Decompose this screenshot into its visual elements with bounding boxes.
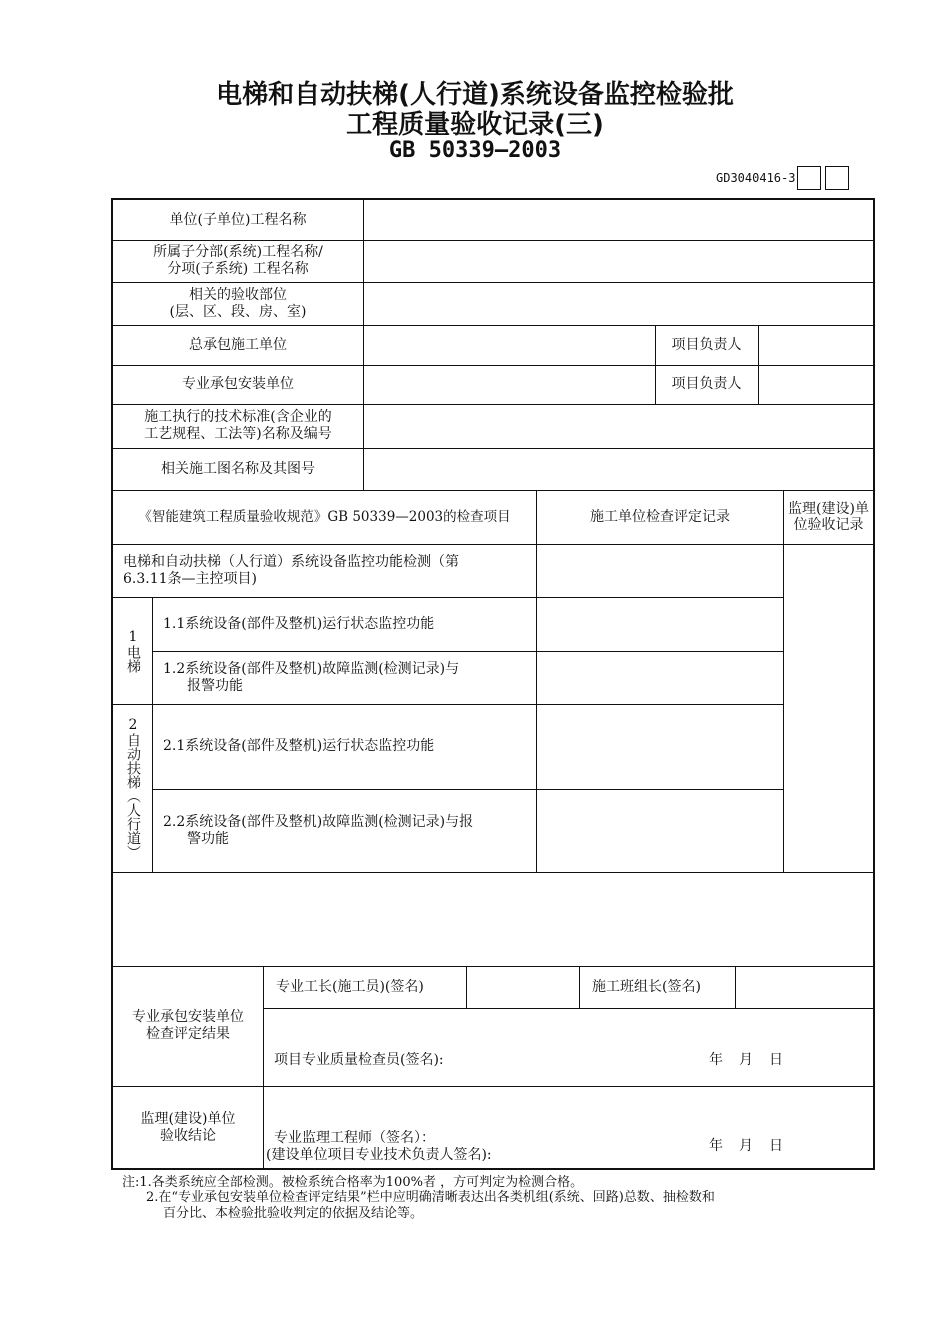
form-title-line2: 工程质量验收记录(三): [346, 110, 604, 140]
drawing-label: 相关施工图名称及其图号: [161, 460, 315, 477]
item-1-1: 1.1系统设备(部件及整机)运行状态监控功能: [163, 615, 435, 632]
technical-standard-label-line1: 施工执行的技术标准(含企业的: [144, 409, 332, 425]
unit-name-label: 单位(子单位)工程名称: [169, 211, 307, 228]
contractor-result-label-line2: 检查评定结果: [146, 1026, 230, 1042]
remarks-blank-area[interactable]: [113, 872, 873, 966]
technical-standard-label: [113, 404, 363, 448]
drawing-field[interactable]: [364, 448, 873, 490]
subdivision-label: [113, 240, 363, 282]
form-code-box-1[interactable]: [797, 166, 821, 190]
note-2-line2: 百分比、本检验批验收判定的依据及结论等。: [163, 1206, 424, 1221]
record-table: [111, 198, 875, 1170]
item-2-2: [153, 789, 536, 872]
main-item-line1: 电梯和自动扶梯（人行道）系统设备监控功能检测（第: [123, 553, 459, 570]
group-escalator-label: 2自动扶梯︵人行道︶: [125, 717, 141, 859]
item-1-2-record-field[interactable]: [537, 651, 783, 704]
item-1-2: [153, 651, 536, 704]
item-2-2-record-field[interactable]: [537, 789, 783, 872]
contractor-result-label: [113, 966, 263, 1086]
form-code: [716, 166, 849, 190]
supervisor-signature-label: [266, 1130, 594, 1164]
supervisor-label-line1: 专业监理工程师（签名）：: [274, 1130, 435, 1146]
item-1-2-line2: 报警功能: [187, 677, 243, 694]
form-title-line1: 电梯和自动扶梯(人行道)系统设备监控检验批: [216, 80, 734, 110]
supervision-record-field[interactable]: [784, 544, 873, 872]
construction-record-header: 施工单位检查评定记录: [590, 508, 730, 525]
specialist-contractor-label: 专业承包安装单位: [182, 376, 294, 392]
form-code-box-2[interactable]: [825, 166, 849, 190]
team-leader-signature-field[interactable]: [736, 966, 873, 1008]
group-elevator-label: 1电梯: [125, 628, 141, 673]
subdivision-field[interactable]: [364, 240, 873, 282]
general-contractor-label: 总承包施工单位: [189, 336, 287, 353]
inspection-part-label-line1: 相关的验收部位: [189, 286, 287, 303]
inspection-part-label: [113, 282, 363, 325]
form-code-text: GD3040416-3: [716, 171, 796, 185]
item-2-2-line2: 警功能: [187, 830, 229, 847]
project-manager-field-1[interactable]: [759, 325, 873, 365]
supervision-conclusion-label: [113, 1086, 263, 1170]
date-2[interactable]: 年 月 日: [709, 1137, 784, 1154]
technical-standard-field[interactable]: [364, 404, 873, 448]
supervision-conclusion-label-line1: 监理(建设)单位: [140, 1111, 236, 1127]
contractor-result-label-line1: 专业承包安装单位: [132, 1009, 244, 1025]
project-manager-label-1: 项目负责人: [671, 336, 742, 353]
note-2-line1: 2.在“专业承包安装单位检查评定结果”栏中应明确清晰表达出各类机组(系统、回路)总数、抽检数和: [146, 1190, 715, 1205]
item-1-2-line1: 1.2系统设备(部件及整机)故障监测(检测记录)与: [163, 660, 460, 677]
item-2-2-line1: 2.2系统设备(部件及整机)故障监测(检测记录)与报: [163, 813, 474, 830]
main-item-record-field[interactable]: [537, 544, 783, 597]
note-1: 注:1.各类系统应全部检测。被检系统合格率为100%者 ，方可判定为检测合格。: [122, 1175, 584, 1190]
inspection-items-header: 《智能建筑工程质量验收规范》GB 50339—2003的检查项目: [138, 508, 511, 525]
main-item-line2: 6.3.11条—主控项目): [123, 570, 257, 587]
subdivision-label-line2: 分项(子系统) 工程名称: [167, 261, 309, 277]
subdivision-label-line1: 所属子分部(系统)工程名称/: [153, 244, 323, 260]
specialist-contractor-field[interactable]: [364, 365, 655, 404]
supervision-conclusion-label-line2: 验收结论: [160, 1128, 216, 1144]
team-leader-label: 施工班组长(签名): [592, 978, 701, 995]
general-contractor-field[interactable]: [364, 325, 655, 365]
quality-inspector-label: 项目专业质量检查员(签名):: [274, 1051, 444, 1068]
technical-standard-label-line2: 工艺规程、工法等)名称及编号: [144, 426, 332, 442]
inspection-part-label-line2: (层、区、段、房、室): [169, 303, 307, 320]
item-1-1-record-field[interactable]: [537, 597, 783, 651]
date-1[interactable]: 年 月 日: [709, 1051, 784, 1068]
item-2-1-record-field[interactable]: [537, 704, 783, 789]
foreman-signature-field[interactable]: [467, 966, 579, 1008]
unit-name-field[interactable]: [364, 200, 873, 240]
standard-code: GB 50339—2003: [388, 138, 562, 163]
project-manager-field-2[interactable]: [759, 365, 873, 404]
supervisor-label-line2: (建设单位项目专业技术负责人签名):: [266, 1147, 492, 1163]
foreman-label: 专业工长(施工员)(签名): [276, 978, 424, 995]
inspection-part-field[interactable]: [364, 282, 873, 325]
supervision-record-header: 监理(建设)单位验收记录: [788, 501, 869, 533]
project-manager-label-2: 项目负责人: [671, 376, 742, 392]
item-2-1: 2.1系统设备(部件及整机)运行状态监控功能: [163, 738, 435, 754]
main-item-description: [113, 544, 536, 597]
